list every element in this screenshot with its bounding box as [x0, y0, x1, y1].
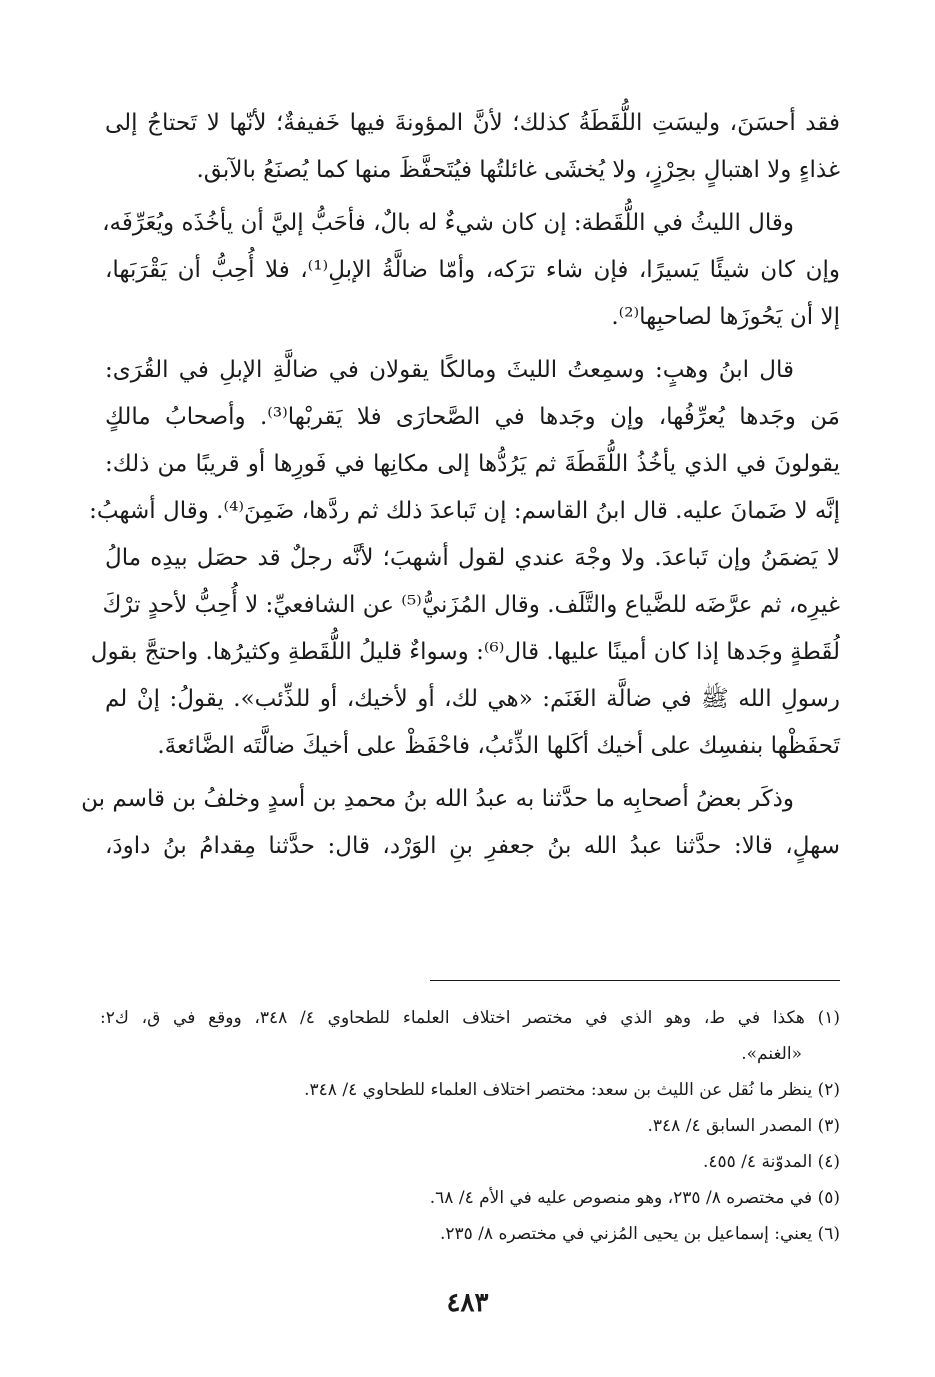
- text-line: مَن وجَدها يُعرِّفُها، وإن وجَدها في الصَّحارَى فلا يَقربْها⁽³⁾. وأصحابُ مالكٍ: [105, 404, 840, 430]
- text-line: وإن كان شيئًا يَسيرًا، فإن شاء ترَكه، وأمّا ضالَّةُ الإبلِ⁽¹⁾، فلا أُحِبُّ أن يَقْرَبَها،: [105, 257, 840, 283]
- text-line: إنَّه لا ضَمانَ عليه. قال ابنُ القاسم: إن تَباعدَ ذلك ثم ردَّها، ضَمِنَ⁽⁴⁾. وقال أشهبُ:: [89, 498, 840, 524]
- text-line: قال ابنُ وهبٍ: وسمِعتُ الليثَ ومالكًا يقولان في ضالَّةِ الإبلِ في القُرَى:: [105, 357, 794, 383]
- text-line: لا يَضمَنُ وإن تَباعدَ. ولا وجْهَ عندي لقول أشهبَ؛ لأنَّه رجلٌ قد حصَل بيدِه مالُ: [105, 545, 840, 571]
- text-line: غذاءٍ ولا اهتبالٍ بحِرْزٍ، ولا يُخشَى غائلتُها فيُتَحفَّظَ منها كما يُصنَعُ بالآبق.: [196, 157, 840, 183]
- footnote-line: (٣) المصدر السابق ٤/ ٣٤٨.: [647, 1116, 840, 1136]
- footnote-line: (٤) المدوّنة ٤/ ٤٥٥.: [702, 1152, 840, 1172]
- text-line: تَحفَظْها بنفسِك على أخيك أكَلها الذِّئبُ، فاحْفَظْ على أخيكَ ضالَّتَه الضَّائعةَ.: [157, 733, 840, 759]
- footnotes: [100, 1000, 840, 1252]
- text-line: رسولِ الله ﷺ في ضالَّة الغَنَم: «هي لك، أو لأخيك، أو للذِّئب». يقولُ: إنْ لم: [105, 686, 840, 712]
- text-line: وقال الليثُ في اللُّقَطة: إن كان شيءٌ له بالٌ، فأحَبُّ إليَّ أن يأخُذَه ويُعَرِّفَه،: [102, 210, 794, 236]
- footnote-line: (١) هكذا في ط، وهو الذي في مختصر اختلاف العلماء للطحاوي ٤/ ٣٤٨، ووقع في ق، ك٢:: [100, 1008, 840, 1028]
- text-line: لُقَطةٍ وجَدها إذا كان أمينًا عليها. قال⁽⁶⁾: وسواءٌ قليلُ اللُّقَطةِ وكثيرُها. واحتجَّ بقول: [90, 639, 840, 665]
- page-number: ٤٨٣: [446, 1288, 489, 1318]
- footnote-line: (٦) يعني: إسماعيل بن يحيى المُزني في مختصره ٨/ ٢٣٥.: [439, 1224, 840, 1244]
- text-line: غيرِه، ثم عرَّضَه للضَّياع والتَّلَف. وقال المُزَنيُّ⁽⁵⁾ عن الشافعيِّ: لا أُحِبُّ لأحدٍ ترْكَ: [102, 592, 840, 618]
- footnote-line: (٢) ينظر ما نُقل عن الليث بن سعد: مختصر اختلاف العلماء للطحاوي ٤/ ٣٤٨.: [304, 1080, 840, 1100]
- footnote-separator: [430, 980, 840, 981]
- text-line: فقد أحسَنَ، وليسَتِ اللُّقَطَةُ كذلك؛ لأنَّ المؤونةَ فيها خَفيفةٌ؛ لأنّها لا تَحتاجُ إلى: [105, 110, 840, 136]
- footnote-line: «الغنم».: [741, 1044, 802, 1064]
- text-line: سهلٍ، قالا: حدَّثنا عبدُ الله بنُ جعفرِ بنِ الوَرْد، قال: حدَّثنا مِقدامُ بنُ داودَ،: [105, 833, 840, 859]
- footnote-line: (٥) في مختصره ٨/ ٢٣٥، وهو منصوص عليه في الأم ٤/ ٦٨.: [429, 1188, 840, 1208]
- main-text: [81, 100, 840, 870]
- text-line: وذكَر بعضُ أصحابِه ما حدَّثنا به عبدُ الله بنُ محمدِ بن أسدٍ وخلفُ بن قاسم بن: [81, 786, 794, 812]
- text-line: يقولونَ في الذي يأخُذُ اللُّقَطَةَ ثم يَرُدُّها إلى مكانِها في فَورِها أو قريبًا من ذلك:: [105, 451, 840, 477]
- text-line: إلا أن يَحُوزَها لصاحبِها⁽²⁾.: [611, 304, 840, 330]
